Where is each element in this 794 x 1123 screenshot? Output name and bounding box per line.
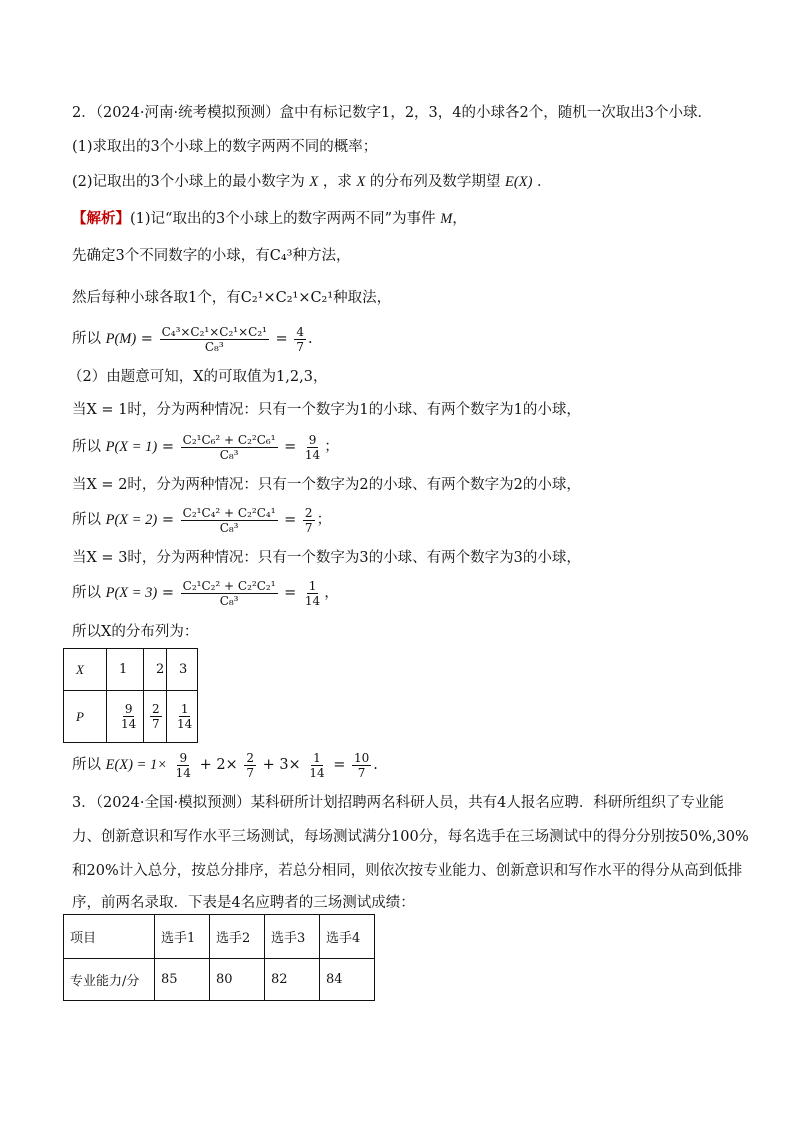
p3-line: 所以 P(X = 3) = $\frac{\text{C₂¹C₂² + C₂²C₂¹}}{\text{C₈³}}$ = $\frac{1}{14}$ ， [72, 578, 339, 608]
expect-res-num: 10 [353, 750, 370, 765]
q2-part2 [72, 172, 552, 192]
dist-p-3 [167, 691, 198, 743]
expect-res-den: 7 [357, 765, 366, 780]
expect-line [72, 748, 378, 782]
dist-x-1: 1 [107, 649, 144, 691]
q2-part2-var2: X [356, 174, 366, 190]
q2-part2-a: (2)记取出的3个小球上的最小数字为 [72, 174, 305, 190]
case2-line: 当X = 2时，分为两种情况：只有一个数字为2的小球、有两个数字为2的小球， [72, 477, 581, 493]
p3-frac [181, 579, 278, 608]
a4-den: C₈³ [204, 339, 224, 354]
expect-prefix: 所以 [72, 757, 101, 773]
expect-mid1: + 2× [199, 757, 238, 773]
a4-prefix: 所以 [72, 331, 101, 347]
p3-num: C₂¹C₂² + C₂²C₂¹ [182, 578, 276, 593]
a1-end: ， [452, 211, 467, 227]
p3-lhs: P(X = 3) [105, 585, 158, 601]
dist-p-2 [144, 691, 167, 743]
dist-p-1 [107, 691, 144, 743]
a2-line: 先确定3个不同数字的小球，有C₄³种方法， [72, 248, 351, 264]
q2-part1: (1)求取出的3个小球上的数字两两不同的概率； [72, 139, 378, 155]
a4-result [294, 325, 306, 354]
a4-rn: 4 [296, 324, 304, 339]
expect-t1-den: 14 [175, 765, 191, 780]
q2-part2-c: 的分布列及数学期望 [369, 174, 501, 190]
q2-part2-b: ，求 [322, 174, 352, 190]
p1-num: C₂¹C₆² + C₂²C₆¹ [182, 432, 276, 447]
score-c4: 84 [320, 959, 375, 1001]
expect-lhs: E(X) = 1× [105, 757, 168, 773]
p2-den: C₈³ [219, 520, 239, 535]
q3-line4: 序，前两名录取．下表是4名应聘者的三场测试成绩： [72, 895, 415, 911]
dist-row-p [64, 691, 198, 743]
q3-line2: 力、创新意识和写作水平三场测试，每场测试满分100分，每名选手在三场测试中的得分分别按50%,30% [72, 829, 749, 845]
p2-rn: 2 [304, 505, 313, 520]
score-row-label: 专业能力/分 [64, 959, 155, 1001]
q2-part2-var: X [309, 174, 319, 190]
analysis-line [72, 209, 467, 229]
q3-line1: 3．（2024·全国·模拟预测）某科研所计划招聘两名科研人员，共有4人报名应聘．科研所组织了专业能 [72, 795, 724, 811]
dist-x-label: X [64, 649, 107, 691]
expect-result [352, 751, 371, 780]
q2-part2-ex: E(X) [505, 174, 533, 190]
dist-x-3: 3 [167, 649, 198, 691]
score-row-professional [64, 959, 375, 1001]
expect-t1-num: 9 [179, 750, 188, 765]
dist-p2-den: 7 [152, 717, 160, 731]
p1-prefix: 所以 [72, 439, 101, 455]
a3-line: 然后每种小球各取1个，有C₂¹×C₂¹×C₂¹种取法， [72, 290, 392, 306]
p2-line: 所以 P(X = 2) = $\frac{\text{C₂¹C₄² + C₂²C₄¹}}{\text{C₈³}}$ = $\frac{2}{7}$ ； [72, 505, 332, 535]
q2-header: 2．（2024·河南·统考模拟预测）盒中有标记数字1，2，3，4的小球各2个，随机一次取出3个小球． [72, 105, 712, 121]
case3-line: 当X = 3时，分为两种情况：只有一个数字为3的小球、有两个数字为3的小球， [72, 550, 581, 566]
q3-line3: 和20%计入总分，按总分排序，若总分相同，则依次按专业能力、创新意识和写作水平的得分从高到低排 [72, 863, 743, 879]
p1-result [303, 433, 322, 462]
expect-mid2: + 3× [262, 757, 301, 773]
p2-result [303, 506, 315, 535]
case1-line: 当X = 1时，分为两种情况：只有一个数字为1的小球、有两个数字为1的小球， [72, 402, 581, 418]
p1-rn: 9 [308, 432, 317, 447]
dist-p3-den: 14 [177, 717, 193, 731]
score-c1: 85 [155, 959, 210, 1001]
dist-x-2: 2 [144, 649, 167, 691]
score-c2: 80 [210, 959, 265, 1001]
p3-rd: 14 [304, 593, 321, 608]
p1-den: C₈³ [219, 447, 239, 462]
a4-line: 所以 P(M) = $\frac{\text{C₄³×C₂¹×C₂¹×C₂¹}}{\text{C₈³}}$ = $\frac{4}{7}$ . [72, 324, 313, 354]
a1-event: M [440, 211, 453, 227]
dist-p1-num: 9 [124, 702, 133, 716]
expect-t2-den: 7 [246, 765, 254, 780]
expect-t3-den: 14 [309, 765, 325, 780]
expect-t1 [174, 751, 193, 780]
expect-end: . [373, 757, 378, 773]
a4-rd: 7 [296, 339, 304, 354]
p3-rn: 1 [308, 578, 317, 593]
score-header-c3: 选手3 [265, 915, 320, 959]
p2-prefix: 所以 [72, 512, 101, 528]
p3-result [303, 579, 322, 608]
score-header-item: 项目 [64, 915, 155, 959]
score-header-c4: 选手4 [320, 915, 375, 959]
p1-lhs: P(X = 1) [105, 439, 158, 455]
a5-line: （2）由题意可知，X的可取值为1,2,3， [68, 369, 328, 385]
dist-intro: 所以X的分布列为： [72, 624, 199, 640]
expect-t2-num: 2 [246, 750, 254, 765]
score-header-c2: 选手2 [210, 915, 265, 959]
p1-frac [181, 433, 278, 462]
a4-frac [160, 325, 269, 354]
expect-t2 [244, 751, 256, 780]
analysis-tag: 【解析】 [72, 210, 130, 227]
dist-p-label: P [64, 691, 107, 743]
expect-t3-num: 1 [313, 750, 321, 765]
p3-den: C₈³ [219, 593, 239, 608]
p2-num: C₂¹C₄² + C₂²C₄¹ [182, 505, 276, 520]
p2-lhs: P(X = 2) [105, 512, 158, 528]
a4-num: C₄³×C₂¹×C₂¹×C₂¹ [161, 324, 267, 339]
distribution-table [63, 648, 198, 743]
score-table [63, 914, 375, 1001]
p2-rd: 7 [304, 520, 313, 535]
p2-frac [181, 506, 278, 535]
dist-p3-num: 1 [180, 702, 189, 716]
q2-part2-end: ． [537, 174, 552, 190]
a1-text: (1)记“取出的3个小球上的数字两两不同”为事件 [130, 211, 436, 227]
score-c3: 82 [265, 959, 320, 1001]
score-header-c1: 选手1 [155, 915, 210, 959]
p1-rd: 14 [304, 447, 321, 462]
dist-row-x [64, 649, 198, 691]
dist-p1-den: 14 [121, 717, 137, 731]
expect-t3 [307, 751, 326, 780]
score-header-row [64, 915, 375, 959]
p3-prefix: 所以 [72, 585, 101, 601]
expect-eq: = [333, 757, 346, 773]
dist-p2-num: 2 [152, 702, 160, 716]
a4-lhs: P(M) [105, 331, 137, 347]
p1-line: 所以 P(X = 1) = $\frac{\text{C₂¹C₆² + C₂²C₆¹}}{\text{C₈³}}$ = $\frac{9}{14}$ ； [72, 432, 339, 462]
